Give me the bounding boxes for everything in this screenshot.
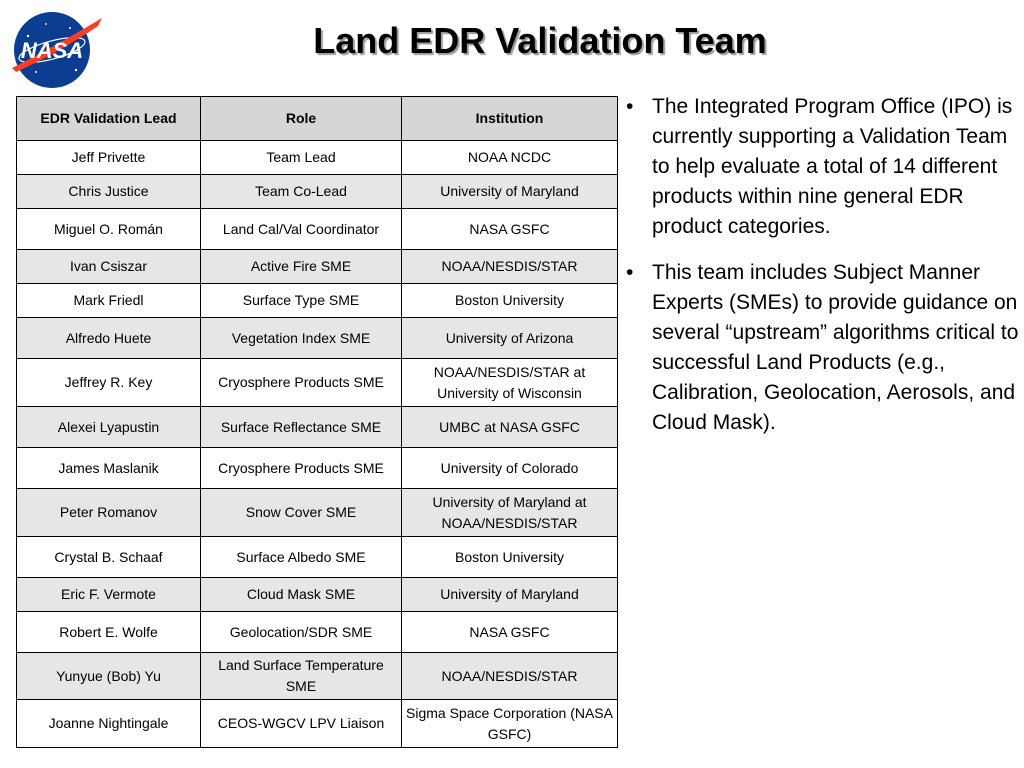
- cell-role: Cloud Mask SME: [201, 578, 402, 612]
- cell-role: Surface Type SME: [201, 284, 402, 318]
- team-table: [16, 96, 618, 748]
- bullet-marker: •: [626, 95, 634, 118]
- table-row: [17, 407, 618, 448]
- table-row: [17, 448, 618, 489]
- logo-text: NASA: [20, 38, 84, 63]
- table-row: [17, 141, 618, 175]
- cell-role: Team Co-Lead: [201, 175, 402, 209]
- table-row: [17, 250, 618, 284]
- cell-institution: University of Arizona: [402, 318, 618, 359]
- cell-institution: NASA GSFC: [402, 612, 618, 653]
- cell-lead: Jeff Privette: [17, 141, 201, 175]
- cell-role: CEOS-WGCV LPV Liaison: [201, 700, 402, 748]
- table-row: [17, 175, 618, 209]
- cell-institution: NOAA/NESDIS/STAR: [402, 250, 618, 284]
- cell-lead: Yunyue (Bob) Yu: [17, 653, 201, 700]
- bullet-list: [622, 92, 1020, 454]
- table-row: [17, 209, 618, 250]
- cell-role: Land Surface Temperature SME: [201, 653, 402, 700]
- page-title: Land EDR Validation Team: [313, 20, 767, 61]
- cell-lead: Mark Friedl: [17, 284, 201, 318]
- cell-role: Cryosphere Products SME: [201, 448, 402, 489]
- cell-role: Vegetation Index SME: [201, 318, 402, 359]
- cell-institution: NOAA NCDC: [402, 141, 618, 175]
- cell-lead: Crystal B. Schaaf: [17, 537, 201, 578]
- cell-role: Team Lead: [201, 141, 402, 175]
- header-institution: Institution: [402, 97, 618, 141]
- cell-institution: Sigma Space Corporation (NASA GSFC): [402, 700, 618, 748]
- cell-lead: Chris Justice: [17, 175, 201, 209]
- cell-lead: Peter Romanov: [17, 489, 201, 537]
- cell-institution: University of Maryland at NOAA/NESDIS/STAR: [402, 489, 618, 537]
- cell-lead: Jeffrey R. Key: [17, 359, 201, 407]
- cell-role: Active Fire SME: [201, 250, 402, 284]
- cell-lead: Joanne Nightingale: [17, 700, 201, 748]
- cell-institution: Boston University: [402, 537, 618, 578]
- bullet-text: The Integrated Program Office (IPO) is currently supporting a Validation Team to help evaluate a total of 14 different products within nine general EDR product categories.: [652, 95, 1013, 238]
- cell-lead: Robert E. Wolfe: [17, 612, 201, 653]
- cell-institution: Boston University: [402, 284, 618, 318]
- header-lead: EDR Validation Lead: [17, 97, 201, 141]
- cell-role: Geolocation/SDR SME: [201, 612, 402, 653]
- cell-role: Snow Cover SME: [201, 489, 402, 537]
- table-row: [17, 612, 618, 653]
- table-row: [17, 359, 618, 407]
- table-row: [17, 537, 618, 578]
- bullet-text: This team includes Subject Manner Experts (SMEs) to provide guidance on several “upstream” algorithms critical to successful Land Products (e.g., Calibration, Geolocation, Aerosols, and Cloud Mask).: [652, 261, 1019, 434]
- table-row: [17, 653, 618, 700]
- cell-lead: Ivan Csiszar: [17, 250, 201, 284]
- cell-role: Surface Albedo SME: [201, 537, 402, 578]
- cell-lead: Alexei Lyapustin: [17, 407, 201, 448]
- table-row: [17, 284, 618, 318]
- bullet-item: [622, 92, 1020, 242]
- table-row: [17, 700, 618, 748]
- cell-institution: UMBC at NASA GSFC: [402, 407, 618, 448]
- cell-institution: NASA GSFC: [402, 209, 618, 250]
- cell-institution: University of Colorado: [402, 448, 618, 489]
- cell-lead: Miguel O. Román: [17, 209, 201, 250]
- cell-institution: University of Maryland: [402, 578, 618, 612]
- bullet-item: [622, 258, 1020, 438]
- cell-institution: NOAA/NESDIS/STAR: [402, 653, 618, 700]
- cell-institution: NOAA/NESDIS/STAR at University of Wisconsin: [402, 359, 618, 407]
- cell-lead: Eric F. Vermote: [17, 578, 201, 612]
- cell-lead: James Maslanik: [17, 448, 201, 489]
- nasa-logo: [6, 8, 106, 88]
- table-header-row: [17, 97, 618, 141]
- table-row: [17, 578, 618, 612]
- table-row: [17, 489, 618, 537]
- bullet-marker: •: [626, 261, 634, 284]
- table-row: [17, 318, 618, 359]
- cell-role: Cryosphere Products SME: [201, 359, 402, 407]
- header-role: Role: [201, 97, 402, 141]
- cell-role: Land Cal/Val Coordinator: [201, 209, 402, 250]
- cell-role: Surface Reflectance SME: [201, 407, 402, 448]
- cell-institution: University of Maryland: [402, 175, 618, 209]
- cell-lead: Alfredo Huete: [17, 318, 201, 359]
